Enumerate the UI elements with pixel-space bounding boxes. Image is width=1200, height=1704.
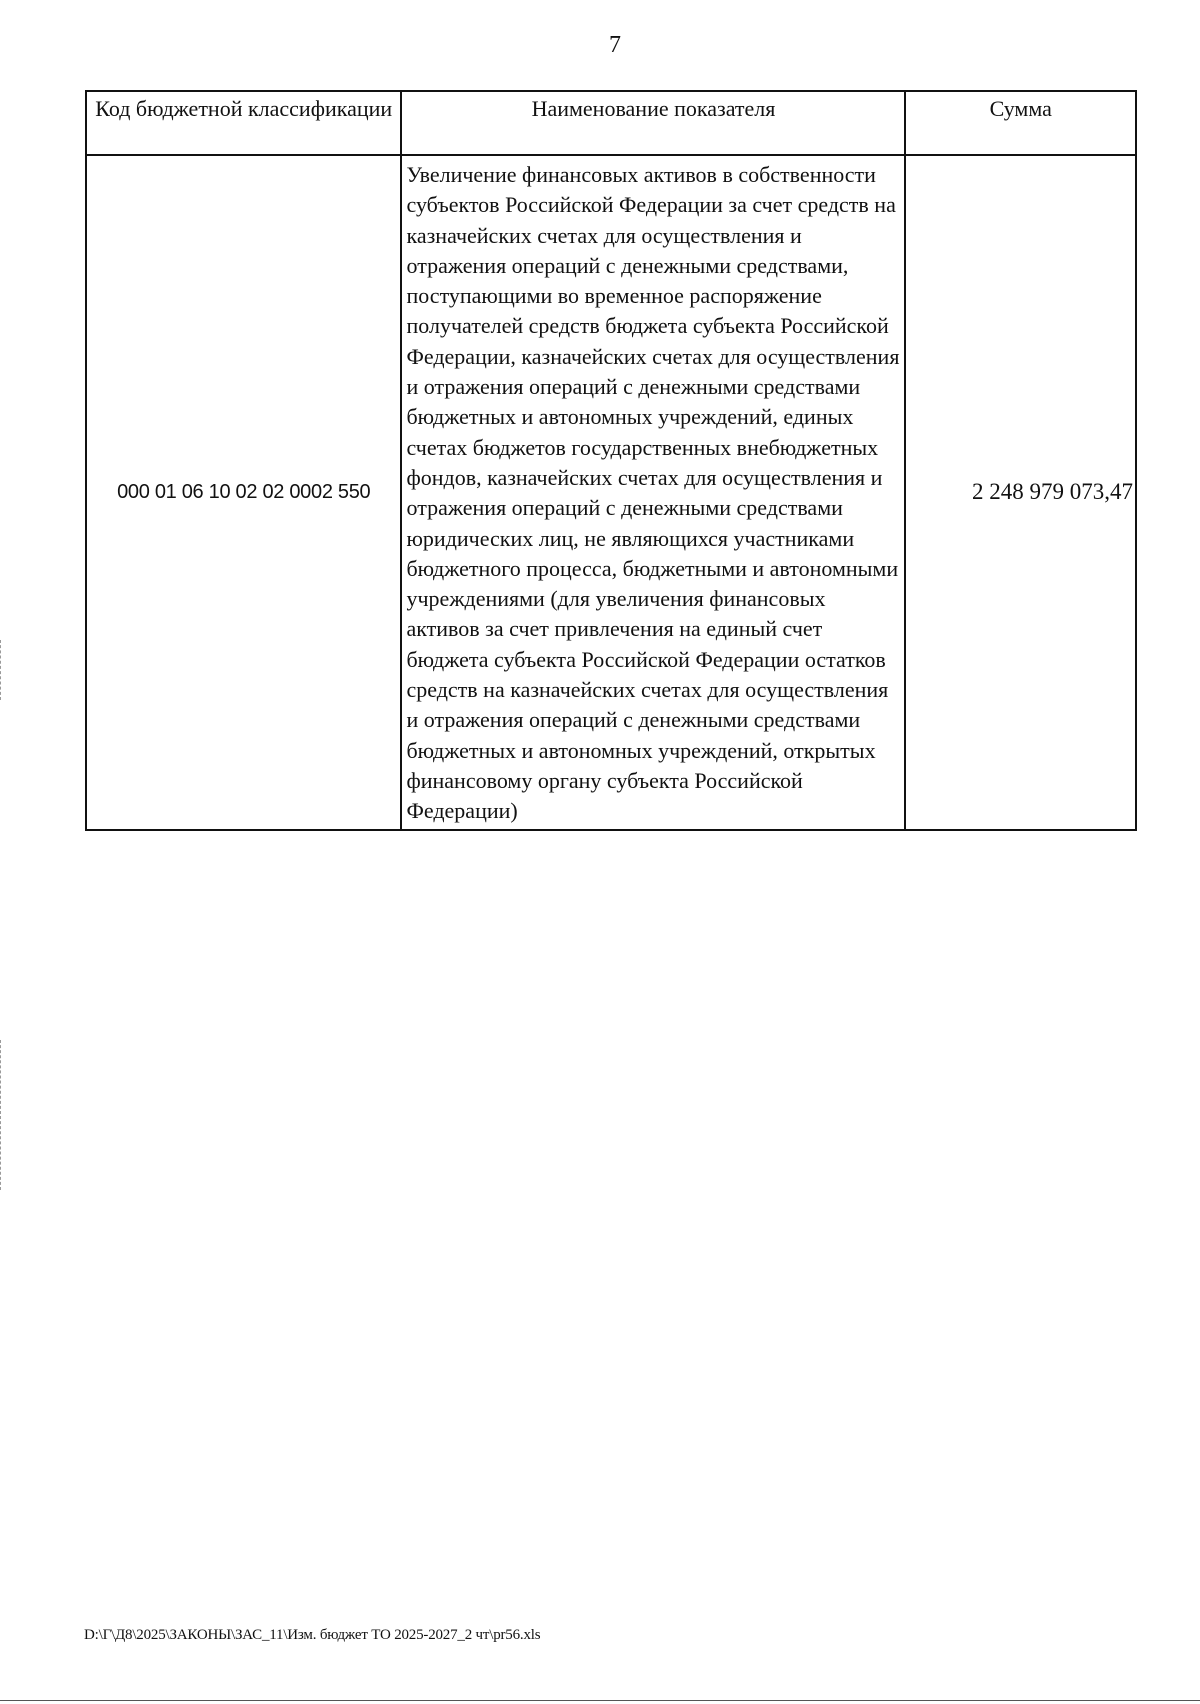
scan-margin-mark: [0, 1040, 4, 1190]
table-row: [86, 155, 1136, 830]
header-name: Наименование показателя: [401, 91, 905, 155]
header-sum: Сумма: [905, 91, 1136, 155]
sum-cell: 2 248 979 073,47: [905, 155, 1136, 830]
footer-file-path: D:\Г\Д8\2025\ЗАКОНЫ\ЗАС_11\Изм. бюджет ТО 2025-2027_2 чт\pr56.xls: [84, 1627, 541, 1643]
budget-code-cell: 000 01 06 10 02 02 0002 550: [86, 155, 401, 830]
header-code: Код бюджетной классификации: [86, 91, 401, 155]
page-number: 7: [609, 32, 621, 58]
scan-bottom-edge: [0, 1700, 1200, 1701]
budget-table: [85, 90, 1137, 831]
indicator-name-cell: Увеличение финансовых активов в собственности субъектов Российской Федерации за счет средств на казначейских счетах для осуществления и отражения операций с денежными средствами, поступающими во временное распоряжение получателей средств бюджета субъекта Российской Федерации, казначейских счетах для осуществления и отражения операций с денежными средствами бюджетных и автономных учреждений, единых счетах бюджетов государственных внебюджетных фондов, казначейских счетах для осуществления и отражения операций с денежными средствами юридических лиц, не являющихся участниками бюджетного процесса, бюджетными и автономными учреждениями (для увеличения финансовых активов за счет привлечения на единый счет бюджета субъекта Российской Федерации остатков средств на казначейских счетах для осуществления и отражения операций с денежными средствами бюджетных и автономных учреждений, открытых финансовому органу субъекта Российской Федерации): [401, 155, 905, 830]
scan-margin-mark: [0, 640, 4, 700]
table-header-row: [86, 91, 1136, 155]
